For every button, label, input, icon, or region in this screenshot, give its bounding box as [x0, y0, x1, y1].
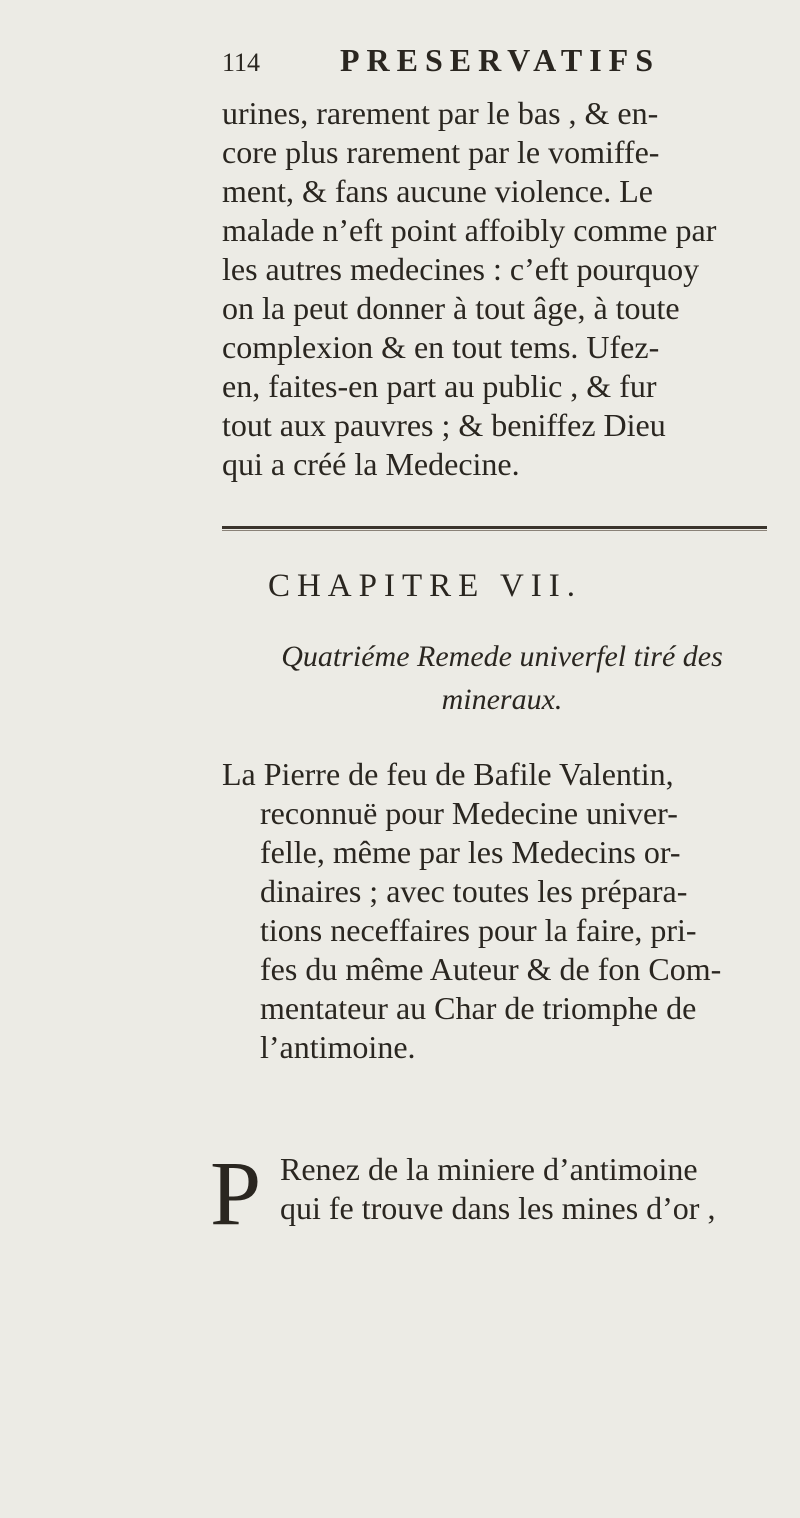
chapter-subtitle-line-2: mineraux. [441, 683, 563, 716]
text-line: La Pierre de feu de Bafile Valentin, [222, 756, 674, 792]
text-line: complexion & en tout tems. Ufez- [222, 329, 660, 365]
text-line: qui fe trouve dans les mines d’or , [280, 1190, 716, 1226]
text-line: reconnuë pour Medecine univer- [260, 795, 678, 831]
text-line: ment, & fans aucune violence. Le [222, 173, 653, 209]
text-line: en, faites-en part au public , & fur [222, 368, 657, 404]
paragraph-1 [222, 94, 782, 484]
running-title: PRESERVATIFS [340, 42, 660, 78]
section-rule [222, 526, 767, 531]
paragraph-3 [280, 1150, 800, 1228]
chapter-heading: CHAPITRE VII. [267, 568, 583, 604]
text-line: felle, même par les Medecins or- [260, 834, 681, 870]
text-line: on la peut donner à tout âge, à toute [222, 290, 680, 326]
text-line: malade n’eft point affoibly comme par [222, 212, 717, 248]
text-line: qui a créé la Medecine. [222, 446, 520, 482]
text-line: mentateur au Char de triomphe de [260, 990, 697, 1026]
text-line: dinaires ; avec toutes les prépara- [260, 873, 688, 909]
text-line: tout aux pauvres ; & beniffez Dieu [222, 407, 666, 443]
page-number: 114 [222, 48, 261, 77]
text-line: core plus rarement par le vomiffe- [222, 134, 660, 170]
text-line: les autres medecines : c’eft pourquoy [222, 251, 700, 287]
text-line: urines, rarement par le bas , & en- [222, 95, 659, 131]
paragraph-2 [222, 755, 782, 1067]
text-line: Renez de la miniere d’antimoine [280, 1151, 698, 1187]
text-line: l’antimoine. [260, 1029, 416, 1065]
text-line: fes du même Auteur & de fon Com- [260, 951, 722, 987]
text-line: tions neceffaires pour la faire, pri- [260, 912, 697, 948]
running-header [222, 40, 742, 92]
chapter-subtitle-line-1: Quatriéme Remede univerfel tiré des [281, 640, 723, 673]
drop-cap: P [210, 1142, 262, 1244]
